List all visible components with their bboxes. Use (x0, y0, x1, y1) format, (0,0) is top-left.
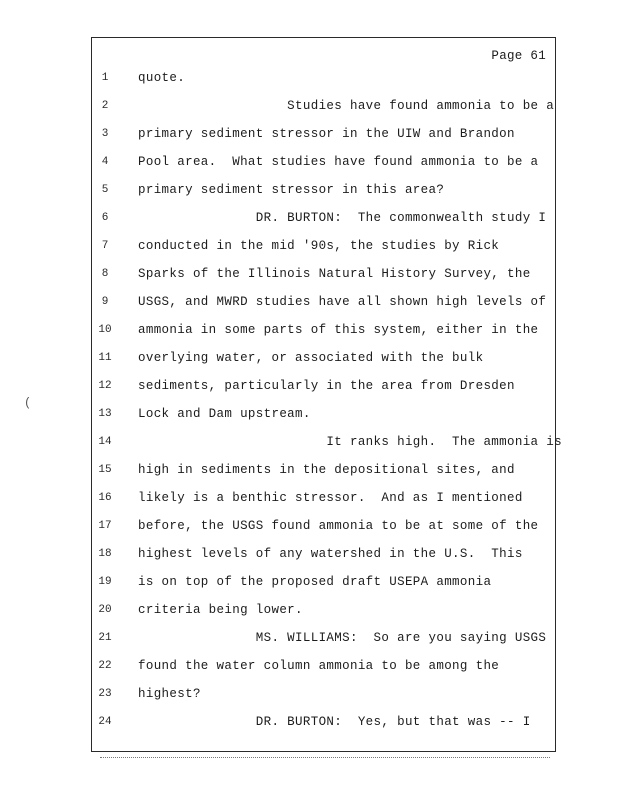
line-number: 7 (101, 240, 109, 252)
line-number: 15 (98, 464, 112, 476)
line-number: 6 (101, 212, 109, 224)
transcript-line: highest? (138, 687, 201, 701)
line-number: 13 (98, 408, 112, 420)
transcript-line: It ranks high. The ammonia is (138, 435, 562, 449)
transcript-line: conducted in the mid '90s, the studies by Rick (138, 239, 500, 253)
line-number: 10 (98, 324, 112, 336)
transcript-line: Sparks of the Illinois Natural History Survey, the (138, 267, 531, 281)
line-number: 5 (101, 184, 109, 196)
line-number: 16 (98, 492, 112, 504)
line-number: 12 (98, 380, 112, 392)
transcript-line: criteria being lower. (138, 603, 303, 617)
line-number: 11 (98, 352, 112, 364)
transcript-line: found the water column ammonia to be among the (138, 659, 500, 673)
transcript-line: Studies have found ammonia to be a (138, 99, 555, 113)
line-number: 17 (98, 520, 112, 532)
transcript-line: Lock and Dam upstream. (138, 407, 311, 421)
transcript-line: likely is a benthic stressor. And as I mentioned (138, 491, 523, 505)
transcript-line: highest levels of any watershed in the U.S. This (138, 547, 523, 561)
line-number: 9 (101, 296, 109, 308)
transcript-line: is on top of the proposed draft USEPA ammonia (138, 575, 492, 589)
line-number: 19 (98, 576, 112, 588)
line-number: 1 (101, 72, 109, 84)
line-number: 8 (101, 268, 109, 280)
transcript-line: quote. (138, 71, 186, 85)
transcript-line: ammonia in some parts of this system, either in the (138, 323, 539, 337)
line-number: 22 (98, 660, 112, 672)
transcript-line: MS. WILLIAMS: So are you saying USGS (138, 631, 547, 645)
line-number: 20 (98, 604, 112, 616)
margin-mark: ( (24, 396, 32, 410)
line-number: 24 (98, 716, 112, 728)
line-number: 4 (101, 156, 109, 168)
line-number: 18 (98, 548, 112, 560)
transcript-line: primary sediment stressor in this area? (138, 183, 445, 197)
transcript-line: primary sediment stressor in the UIW and Brandon (138, 127, 515, 141)
line-number: 21 (98, 632, 112, 644)
transcript-line: before, the USGS found ammonia to be at some of the (138, 519, 539, 533)
transcript-line: sediments, particularly in the area from Dresden (138, 379, 515, 393)
transcript-line: Pool area. What studies have found ammonia to be a (138, 155, 539, 169)
transcript-line: DR. BURTON: The commonwealth study I (138, 211, 547, 225)
transcript-line: overlying water, or associated with the bulk (138, 351, 484, 365)
line-number: 14 (98, 436, 112, 448)
line-number: 3 (101, 128, 109, 140)
transcript-line: USGS, and MWRD studies have all shown high levels of (138, 295, 547, 309)
line-number: 23 (98, 688, 112, 700)
line-number: 2 (101, 100, 109, 112)
footer-rule (100, 757, 550, 758)
transcript-line: high in sediments in the depositional sites, and (138, 463, 515, 477)
transcript-line: DR. BURTON: Yes, but that was -- I (138, 715, 531, 729)
page-number: Page 61 (491, 49, 546, 63)
